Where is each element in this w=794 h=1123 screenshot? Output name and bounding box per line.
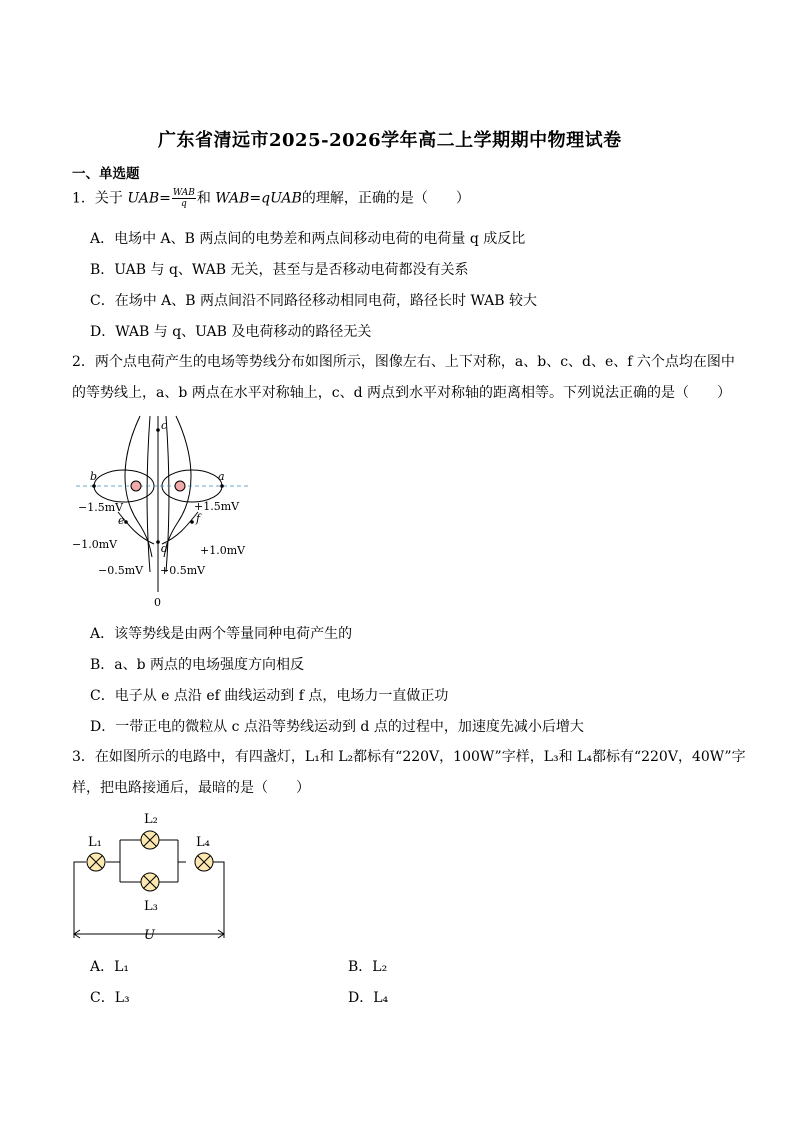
point-f-dot (190, 520, 194, 524)
q1-option-b[interactable]: B．UAB 与 q、WAB 无关，甚至与是否移动电荷都没有关系 (90, 262, 469, 278)
page-title: 广东省清远市2025-2026学年高二上学期期中物理试卷 (158, 130, 622, 151)
equipotential-figure (68, 412, 258, 612)
label-pos-1.5: +1.5mV (194, 500, 240, 513)
q2-option-b[interactable]: B．a、b 两点的电场强度方向相反 (90, 657, 305, 673)
question-1-number: 1． (72, 190, 95, 207)
point-a-dot (220, 484, 224, 488)
question-1-stem (72, 188, 470, 209)
q1-text-pre: 关于 (94, 190, 128, 207)
wire-right (196, 862, 224, 926)
lamp-l2 (141, 831, 159, 849)
q1-eq2: = (249, 190, 262, 207)
label-b: b (90, 470, 98, 483)
question-3-stem-line-2: 样，把电路接通后，最暗的是（ ） (72, 780, 310, 796)
label-l2: L₂ (144, 812, 158, 827)
wire-left (74, 862, 86, 926)
q1-option-c[interactable]: C．在场中 A、B 两点间沿不同路径移动相同电荷，路径长时 WAB 较大 (90, 293, 538, 309)
label-u: U (144, 928, 155, 943)
point-c-dot (156, 428, 160, 432)
point-e-dot (124, 520, 128, 524)
q1-var-q: q (261, 190, 271, 207)
q3-option-c[interactable]: C．L₃ (90, 990, 130, 1006)
label-d: d (161, 542, 169, 555)
label-zero: 0 (154, 596, 161, 609)
lamp-l4 (195, 853, 213, 871)
label-pos-0.5: +0.5mV (160, 564, 206, 577)
q1-option-a[interactable]: A．电场中 A、B 两点间的电势差和两点间移动电荷的电荷量 q 成反比 (90, 231, 526, 247)
q1-var-wab: WAB (215, 190, 250, 207)
charge-left (131, 481, 141, 491)
lamp-l3 (141, 873, 159, 891)
q1-text-and: 和 (196, 190, 216, 207)
label-c: c (161, 419, 168, 432)
q2-option-d[interactable]: D．一带正电的微粒从 c 点沿等势线运动到 d 点的过程中，加速度先减小后增大 (90, 719, 584, 735)
question-2-stem-line-1: 2．两个点电荷产生的电场等势线分布如图所示，图像左右、上下对称，a、b、c、d、e、f 六个点均在图中 (72, 354, 735, 370)
q1-text-post: 的理解，正确的是（ ） (301, 190, 470, 207)
label-e: e (118, 514, 125, 527)
label-pos-1.0: +1.0mV (200, 544, 246, 557)
q3-option-b[interactable]: B．L₂ (348, 959, 388, 975)
equipotential-right-lower (162, 512, 198, 544)
equipotential-loop-left (94, 470, 154, 502)
q1-var-uab-2: UAB (270, 190, 302, 207)
lamp-l1 (87, 853, 105, 871)
section-heading: 一、单选题 (72, 166, 140, 182)
label-l1: L₁ (88, 835, 102, 850)
q1-eq: = (159, 190, 171, 207)
q1-frac-den: q (180, 199, 187, 209)
label-l4: L₄ (196, 835, 210, 850)
label-neg-0.5: −0.5mV (98, 564, 144, 577)
q1-fraction (172, 188, 196, 209)
question-2-stem-line-2: 的等势线上，a、b 两点在水平对称轴上，c、d 两点到水平对称轴的距离相等。下列说法正确的是（ ） (72, 385, 732, 401)
point-b-dot (92, 484, 96, 488)
q2-option-c[interactable]: C．电子从 e 点沿 ef 曲线运动到 f 点，电场力一直做正功 (90, 688, 449, 704)
q1-var-uab: UAB (127, 190, 160, 207)
q3-option-d[interactable]: D．L₄ (348, 990, 389, 1006)
q3-option-a[interactable]: A．L₁ (90, 959, 130, 975)
charge-right (175, 481, 185, 491)
question-3-stem-line-1: 3．在如图所示的电路中，有四盏灯，L₁和 L₂都标有“220V，100W”字样，L₃和 L₄都标有“220V，40W”字 (72, 749, 746, 765)
point-d-dot (156, 540, 160, 544)
label-f: f (196, 512, 201, 525)
q2-option-a[interactable]: A．该等势线是由两个等量同种电荷产生的 (90, 626, 353, 642)
q1-frac-num: WAB (172, 188, 195, 198)
q1-option-d[interactable]: D．WAB 与 q、UAB 及电荷移动的路径无关 (90, 324, 372, 340)
label-neg-1.5: −1.5mV (78, 501, 124, 514)
label-l3: L₃ (144, 899, 158, 914)
label-a: a (218, 470, 225, 483)
label-neg-1.0: −1.0mV (72, 538, 118, 551)
circuit-figure (68, 808, 238, 943)
